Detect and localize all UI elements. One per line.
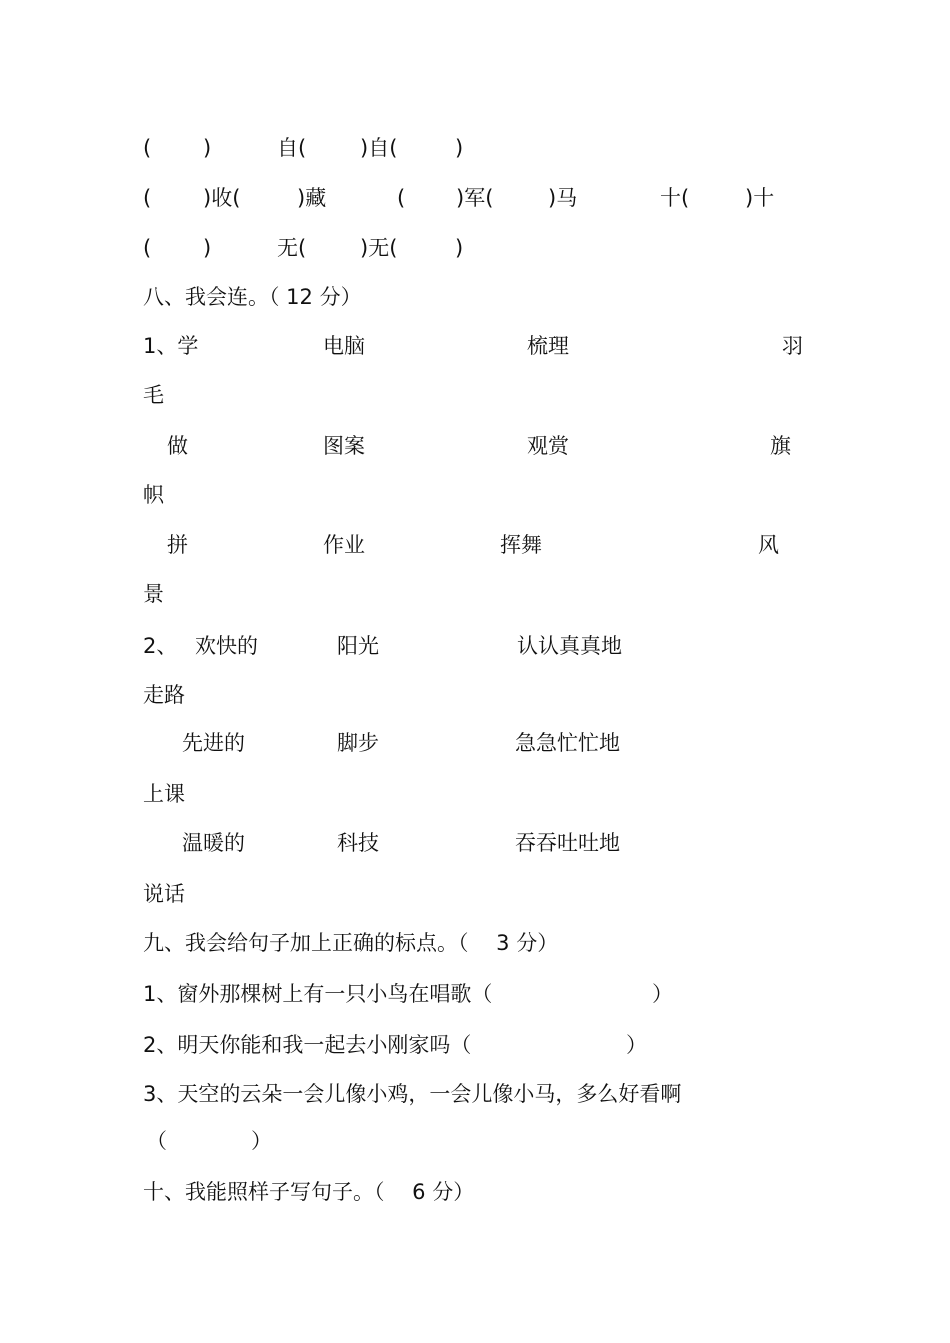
match-word: 上课 xyxy=(143,782,185,806)
match-word: 帜 xyxy=(143,483,164,507)
match-word: 图案 xyxy=(323,434,365,458)
match-word: 欢快的 xyxy=(195,634,258,658)
idiom-fragment: )藏 xyxy=(297,186,327,210)
match-word: 吞吞吐吐地 xyxy=(515,831,620,855)
idiom-fragment: 十( xyxy=(660,186,690,210)
idiom-fragment: )无( xyxy=(360,236,398,260)
idiom-paren: ) xyxy=(203,136,212,160)
match-word: 观赏 xyxy=(527,434,569,458)
answer-paren: （ ） xyxy=(146,1129,272,1153)
idiom-fragment: 无( xyxy=(277,236,307,260)
match-word: 梳理 xyxy=(527,334,569,358)
match-word: 景 xyxy=(143,582,164,606)
idiom-paren: ( xyxy=(397,186,406,210)
match-word: 挥舞 xyxy=(500,533,542,557)
idiom-paren: ( xyxy=(143,136,152,160)
idiom-paren: ) xyxy=(203,236,212,260)
idiom-fragment: )收( xyxy=(203,186,241,210)
section-8-title: 八、我会连。（ 12 分） xyxy=(143,285,362,309)
match-word: 2、 xyxy=(143,634,178,658)
section-10-title: 十、我能照样子写句子。（ 6 分） xyxy=(143,1180,475,1204)
match-word: 拼 xyxy=(167,533,188,557)
match-word: 急急忙忙地 xyxy=(515,731,620,755)
match-word: 先进的 xyxy=(182,731,245,755)
idiom-fragment: )军( xyxy=(456,186,494,210)
match-word: 旗 xyxy=(770,434,791,458)
punctuation-question: 2、明天你能和我一起去小刚家吗（ xyxy=(143,1033,472,1057)
punctuation-question: 1、窗外那棵树上有一只小鸟在唱歌（ xyxy=(143,982,493,1006)
match-word: 脚步 xyxy=(337,731,379,755)
idiom-fragment: 自( xyxy=(277,136,307,160)
match-word: 羽 xyxy=(782,334,803,358)
match-word: 温暖的 xyxy=(182,831,245,855)
match-word: 1、学 xyxy=(143,334,199,358)
idiom-paren: ) xyxy=(455,236,464,260)
match-word: 风 xyxy=(758,533,779,557)
section-9-title: 九、我会给句子加上正确的标点。（ 3 分） xyxy=(143,931,559,955)
idiom-paren: ( xyxy=(143,186,152,210)
match-word: 认认真真地 xyxy=(517,634,622,658)
idiom-fragment: )十 xyxy=(745,186,775,210)
answer-paren-close: ） xyxy=(652,982,673,1006)
match-word: 走路 xyxy=(143,683,185,707)
match-word: 科技 xyxy=(337,831,379,855)
match-word: 作业 xyxy=(323,533,365,557)
match-word: 毛 xyxy=(143,383,164,407)
idiom-paren: ) xyxy=(455,136,464,160)
match-word: 说话 xyxy=(143,882,185,906)
match-word: 做 xyxy=(167,434,188,458)
idiom-fragment: )自( xyxy=(360,136,398,160)
idiom-paren: ( xyxy=(143,236,152,260)
answer-paren-close: ） xyxy=(626,1033,647,1057)
idiom-fragment: )马 xyxy=(548,186,578,210)
match-word: 电脑 xyxy=(323,334,365,358)
punctuation-question: 3、天空的云朵一会儿像小鸡，一会儿像小马，多么好看啊 xyxy=(143,1082,682,1106)
match-word: 阳光 xyxy=(337,634,379,658)
